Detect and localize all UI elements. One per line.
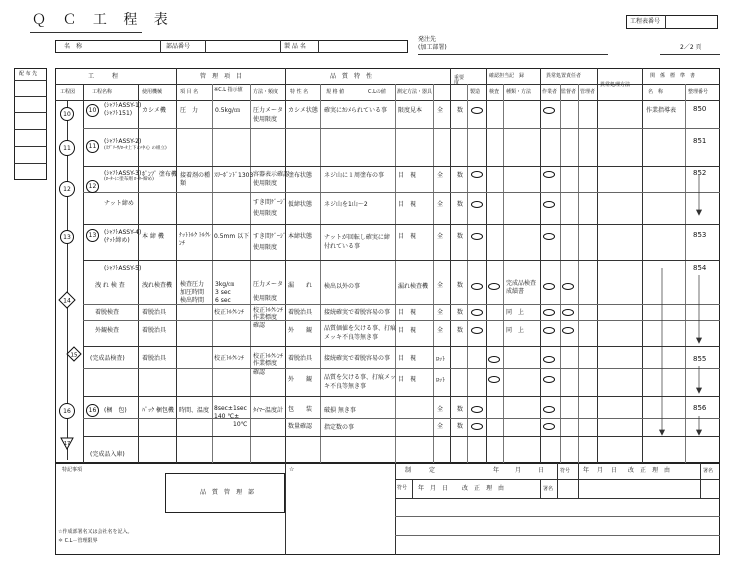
leak-cl2: 3 sec bbox=[215, 289, 231, 296]
step-circle-13: 13 bbox=[86, 229, 99, 242]
row15b-spec: 品質を欠ける事、打痕メッキ不良等無き事 bbox=[324, 374, 397, 390]
rev-reason-2: 改 正 理 由 bbox=[462, 485, 505, 492]
mark-oval bbox=[543, 376, 555, 383]
leak-char: 漏 れ bbox=[288, 282, 313, 289]
visual-name: 外観検査 bbox=[95, 327, 120, 334]
detach-spec: 接続確実で着脱容易の事 bbox=[324, 309, 391, 316]
hdr-cl-value2: C.Lの値 bbox=[368, 89, 386, 95]
row12b-freq2: 数 bbox=[457, 201, 464, 208]
svg-text:15: 15 bbox=[70, 352, 78, 359]
row16-name: (梱 包) bbox=[104, 407, 127, 414]
product-name-label: 製 品 名 bbox=[284, 43, 306, 50]
row10-freq: 全 bbox=[437, 107, 444, 114]
header-name-row bbox=[55, 40, 408, 53]
hdr-item-name: 項 目 名 bbox=[180, 89, 199, 95]
detach-machine: 着脱治具 bbox=[142, 309, 167, 316]
row12b-spec: ネジ山を1山～2 bbox=[324, 201, 368, 208]
mark-oval bbox=[543, 107, 555, 114]
row14-docno: 854 bbox=[693, 264, 707, 272]
row10-freq2: 数 bbox=[457, 107, 464, 114]
client-dept-label: (加工部署) bbox=[418, 44, 447, 51]
row15-machine: 着脱治具 bbox=[142, 355, 167, 362]
hdr-method-freq: 方法・頻度 bbox=[253, 89, 279, 95]
hdr-process-group: 工 程 bbox=[88, 73, 119, 80]
row10-char: カシメ状態 bbox=[288, 107, 318, 114]
visual-method2: 確認 bbox=[253, 322, 266, 329]
row15b-char: 外 観 bbox=[288, 376, 313, 383]
leak-item: 検査圧力 bbox=[180, 281, 205, 288]
page-number: 2／2 頁 bbox=[680, 44, 702, 51]
leak-item3: 検出時間 bbox=[180, 297, 205, 304]
mark-oval bbox=[471, 201, 483, 208]
distribution-label: 配 布 先 bbox=[19, 71, 38, 77]
row10-docno: 850 bbox=[693, 105, 707, 113]
step-circle-12: 12 bbox=[86, 180, 99, 193]
rev-day2: 日 bbox=[611, 467, 618, 474]
mark-oval bbox=[562, 283, 574, 290]
row15-name: (完成品検査) bbox=[90, 355, 125, 362]
row16-machine: ﾊﾟｯｸ 梱包機 bbox=[142, 407, 174, 414]
row15-measure: 目 視 bbox=[398, 355, 417, 362]
footnote-1: ☆作成部署名又は会社名を記入。 bbox=[58, 529, 133, 535]
leak-cl: 3kg/㎝ bbox=[215, 281, 235, 288]
row15-spec: 接続確実で着脱容易の事 bbox=[324, 355, 391, 362]
step-circle-16: 16 bbox=[86, 404, 99, 417]
leak-machine: 洩れ検査機 bbox=[142, 282, 173, 289]
row15-freq: ﾛｯﾄ bbox=[436, 356, 446, 363]
rev-reason: 改 正 理 由 bbox=[628, 467, 671, 474]
rev-year: 年 bbox=[493, 467, 500, 474]
row16-cl3: 10℃ bbox=[233, 421, 248, 428]
row16-method: ﾀｲﾏｰ温度計 bbox=[253, 407, 284, 414]
rev-symbol: 符号 bbox=[560, 468, 571, 474]
leak-item2: 加圧時間 bbox=[180, 289, 205, 296]
row11-name2: (ｽﾌﾟﾘｰｻ/ﾛｰﾀ上下の中心 の組立) bbox=[104, 146, 167, 151]
row10-name2: (ｼｬﾌﾄ151) bbox=[104, 110, 133, 117]
rev-symbol-2: 符号 bbox=[397, 485, 408, 491]
mark-oval bbox=[543, 356, 555, 363]
hdr-abnormal-method: 異常処理方法 bbox=[600, 82, 631, 88]
hdr-manager: 管理者 bbox=[580, 89, 596, 95]
visual-freq: 全 bbox=[437, 327, 444, 334]
mark-oval bbox=[471, 327, 483, 334]
row13-cl: 0.5mm 以下 bbox=[214, 233, 250, 240]
rev-day: 日 bbox=[538, 467, 545, 474]
step-circle-10: 10 bbox=[86, 104, 99, 117]
row16-docno: 856 bbox=[693, 404, 707, 412]
hdr-process-chart: 工程図 bbox=[60, 89, 76, 95]
leak-freq2: 数 bbox=[457, 282, 464, 289]
process-symbol-11: 11 bbox=[59, 140, 75, 156]
row10-item: 圧 力 bbox=[180, 107, 199, 114]
row13-spec: ナットが回転し確実に締付れている事 bbox=[324, 234, 390, 250]
hdr-confirm-group: 確認担当 bbox=[489, 73, 510, 79]
leak-method2: 使用限度 bbox=[253, 295, 278, 302]
mark-oval bbox=[471, 309, 483, 316]
special-notes-label: 特記事項 bbox=[62, 467, 83, 473]
row12b-measure: 目 視 bbox=[398, 201, 417, 208]
rev-year2: 年 bbox=[583, 467, 590, 474]
row15-method2: 作業標度 bbox=[253, 360, 278, 367]
row16b-freq2: 数 bbox=[457, 423, 464, 430]
row10-doc: 作業指導表 bbox=[646, 107, 677, 114]
mark-oval bbox=[543, 283, 555, 290]
row10-cl: 0.5kg/㎝ bbox=[215, 107, 240, 114]
mark-oval bbox=[471, 107, 483, 114]
visual-freq2: 数 bbox=[457, 327, 464, 334]
rev-signature: 署名 bbox=[703, 468, 714, 474]
rev-signature-2: 署名 bbox=[543, 486, 554, 492]
row15-char: 着脱治具 bbox=[288, 355, 313, 362]
row13-freq: 全 bbox=[437, 233, 444, 240]
hdr-process-name: 工程名称 bbox=[92, 89, 113, 95]
row12-method2: 使用限度 bbox=[253, 180, 278, 187]
row15b-measure: 目 視 bbox=[398, 376, 417, 383]
row16-freq: 全 bbox=[437, 406, 444, 413]
continuation-arrows bbox=[600, 100, 720, 445]
row12-char: 塗布状態 bbox=[288, 172, 313, 179]
leak-measure: 漏れ検査機 bbox=[398, 283, 429, 290]
rev-year-3: 年 bbox=[418, 485, 425, 492]
row16-item: 時間、温度 bbox=[179, 407, 210, 414]
star-mark: ☆ bbox=[289, 466, 295, 473]
row16-char: 包 装 bbox=[288, 406, 313, 413]
row16-freq2: 数 bbox=[457, 406, 464, 413]
row13-item: ﾅｯﾄﾄﾙｸ ﾄﾙｸﾚﾝﾁ bbox=[179, 232, 211, 248]
hdr-inspection: 検査 bbox=[489, 89, 500, 95]
leak-cl3: 6 sec bbox=[215, 297, 231, 304]
sheet-number-label: 工程表番号 bbox=[630, 18, 661, 25]
detach-item: 校正ﾄﾙｸﾚﾝﾁ bbox=[214, 309, 245, 316]
row10-method2: 使用限度 bbox=[253, 116, 278, 123]
row10-measure: 限度見本 bbox=[398, 107, 423, 114]
detach-method2: 作業標度 bbox=[253, 314, 278, 321]
visual-machine: 着脱治具 bbox=[142, 327, 167, 334]
row12b-method: すき間ｹﾞｰｼﾞ bbox=[253, 199, 287, 206]
row14-name: (ｼｬﾌﾄASSY-5) bbox=[104, 265, 142, 272]
row13-measure: 目 視 bbox=[398, 233, 417, 240]
mark-oval bbox=[488, 283, 500, 290]
row10-spec: 確実にｶｼﾒられている事 bbox=[324, 107, 388, 114]
part-number-label: 部品番号 bbox=[166, 43, 191, 50]
hdr-doc-name: 名 称 bbox=[648, 89, 664, 95]
hdr-supervisor: 監督者 bbox=[561, 89, 577, 95]
hdr-doc-no: 整理番号 bbox=[688, 89, 709, 95]
row12-name: (ｼｬﾌﾄASSY-3) bbox=[104, 170, 142, 177]
hdr-abnormal-group: 異常処置責任者 bbox=[546, 73, 582, 79]
mark-oval bbox=[562, 327, 574, 334]
row15b-method2: 確認 bbox=[253, 369, 266, 376]
row12-measure: 目 視 bbox=[398, 172, 417, 179]
leak-kind2: 成績書 bbox=[506, 288, 525, 295]
step-circle-11: 11 bbox=[86, 140, 99, 153]
hdr-machine: 使用機械 bbox=[142, 89, 163, 95]
row12-docno: 852 bbox=[693, 169, 707, 177]
footnote-2: ＊ C.L－管理限界 bbox=[58, 538, 98, 544]
hdr-record-group: 記 録 bbox=[509, 73, 525, 79]
visual-kind: 同 上 bbox=[506, 327, 525, 334]
rev-month: 月 bbox=[515, 467, 522, 474]
process-symbol-13: 13 bbox=[60, 230, 74, 244]
row12-item: 接着剤の種類 bbox=[180, 172, 211, 187]
detach-freq: 全 bbox=[437, 309, 444, 316]
svg-text:14: 14 bbox=[63, 297, 71, 305]
row12b-name: ナット締め bbox=[104, 200, 134, 207]
visual-spec: 品質価値を欠ける事、打痕メッキ不良等無き事 bbox=[324, 325, 397, 341]
hdr-self: 製造 bbox=[470, 89, 481, 95]
detach-char: 着脱治具 bbox=[288, 309, 313, 316]
hdr-quality-group: 品 質 特 性 bbox=[330, 73, 373, 80]
visual-char: 外 観 bbox=[288, 327, 313, 334]
mark-oval bbox=[488, 356, 500, 363]
row12-freq2: 数 bbox=[457, 172, 464, 179]
row12-machine: ﾎﾟﾝﾌﾟ 塗布機 bbox=[142, 171, 177, 178]
row13-method2: 使用限度 bbox=[253, 244, 278, 251]
visual-measure: 目 視 bbox=[398, 327, 417, 334]
hdr-measure: 測定方法・器具 bbox=[397, 89, 433, 95]
hdr-kind-method: 種類・方法 bbox=[506, 89, 532, 95]
row15-item: 校正ﾄﾙｸﾚﾝﾁ bbox=[214, 355, 245, 362]
row17-name: (完成品入庫) bbox=[90, 451, 125, 458]
detach-method: 校正ﾄﾙｸﾚﾝﾁ bbox=[253, 307, 284, 314]
page-title: Ｑ Ｃ 工 程 表 bbox=[32, 12, 174, 28]
name-label: 名 称 bbox=[64, 43, 83, 50]
row15-method: 校正ﾄﾙｸﾚﾝﾁ bbox=[253, 353, 284, 360]
row12-freq: 全 bbox=[437, 172, 444, 179]
mark-oval bbox=[471, 423, 483, 430]
row10-name: (ｼｬﾌﾄASSY-1) bbox=[104, 102, 142, 109]
mark-oval bbox=[471, 171, 483, 178]
mark-oval bbox=[543, 201, 555, 208]
row16-spec: 破損 無き事 bbox=[324, 407, 356, 414]
mark-oval bbox=[543, 309, 555, 316]
row16-cl: 8sec±1sec bbox=[214, 405, 247, 412]
rev-month-3: 月 bbox=[430, 485, 437, 492]
row15-docno: 855 bbox=[693, 355, 707, 363]
mark-oval bbox=[543, 423, 555, 430]
svg-text:17: 17 bbox=[63, 441, 71, 447]
row15b-freq: ﾛｯﾄ bbox=[436, 377, 446, 384]
inspection-diamond-15 bbox=[66, 346, 82, 362]
row13-machine: 本 締 機 bbox=[142, 233, 164, 240]
row16b-spec: 指定数の事 bbox=[324, 424, 355, 431]
row13-char: 本締状態 bbox=[288, 233, 313, 240]
hdr-char-name: 特 性 名 bbox=[290, 89, 309, 95]
row11-name: (ｼｬﾌﾄASSY-2) bbox=[104, 138, 142, 145]
storage-triangle-17 bbox=[60, 437, 74, 450]
leak-method: 圧力メータ bbox=[253, 281, 284, 288]
hdr-mgmt-group: 管 理 項 目 bbox=[200, 73, 243, 80]
process-symbol-16: 16 bbox=[59, 403, 75, 419]
row12-cl: ｽﾘｰﾎﾞﾝﾄﾞ1303 bbox=[214, 172, 254, 179]
rev-day-3: 日 bbox=[442, 485, 449, 492]
revision-label: 制 定 bbox=[405, 467, 436, 474]
leak-spec: 検出以外の事 bbox=[324, 283, 361, 290]
mark-oval bbox=[488, 376, 500, 383]
mark-oval bbox=[543, 327, 555, 334]
detach-name: 着脱検査 bbox=[95, 309, 120, 316]
row16-cl2: 140 ℃± bbox=[214, 413, 240, 420]
row12b-freq: 全 bbox=[437, 201, 444, 208]
row11-docno: 851 bbox=[693, 137, 707, 145]
client-label: 発注先 bbox=[418, 36, 437, 43]
leak-kind: 完成品検査 bbox=[506, 280, 537, 287]
row13-name: (ｼｬﾌﾄASSY-4) bbox=[104, 229, 142, 236]
mark-oval bbox=[471, 406, 483, 413]
hdr-worker: 作業者 bbox=[542, 89, 558, 95]
detach-freq2: 数 bbox=[457, 309, 464, 316]
detach-kind: 同 上 bbox=[506, 309, 525, 316]
mark-oval bbox=[562, 309, 574, 316]
row10-method: 圧力メータ bbox=[253, 107, 284, 114]
leak-name: 洩 れ 検 査 bbox=[95, 282, 125, 289]
process-symbol-10: 10 bbox=[60, 107, 74, 121]
row12b-method2: 使用限度 bbox=[253, 210, 278, 217]
row13-freq2: 数 bbox=[457, 233, 464, 240]
hdr-related-docs: 関 係 標 準 書 bbox=[650, 73, 696, 79]
row13-name2: (ﾅｯﾄ締め) bbox=[104, 237, 130, 244]
row12-method: 容器表示確認 bbox=[253, 171, 290, 178]
row16b-char: 数量確認 bbox=[288, 423, 313, 430]
row16b-freq: 全 bbox=[437, 423, 444, 430]
rev-month2: 月 bbox=[597, 467, 604, 474]
mark-oval bbox=[471, 283, 483, 290]
hdr-importance: 重要度 bbox=[454, 75, 465, 86]
mark-oval bbox=[543, 406, 555, 413]
quality-mgmt-label: 品 質 管 理 部 bbox=[200, 489, 255, 496]
row12-spec: ネジ山に１周塗布の事 bbox=[324, 172, 385, 179]
row10-machine: カシメ機 bbox=[142, 107, 166, 114]
detach-measure: 目 視 bbox=[398, 309, 417, 316]
process-symbol-12: 12 bbox=[59, 181, 75, 197]
hdr-cl-value: ※C.L 指示値 bbox=[214, 87, 243, 93]
inspection-diamond-14 bbox=[58, 291, 76, 309]
mark-oval bbox=[471, 233, 483, 240]
footer-block bbox=[55, 463, 720, 555]
row13-method: すき間ｹﾞｰｼﾞ bbox=[253, 233, 287, 240]
mark-oval bbox=[543, 233, 555, 240]
leak-freq: 全 bbox=[437, 282, 444, 289]
mark-oval bbox=[543, 171, 555, 178]
hdr-spec-value: 規 格 値 bbox=[326, 89, 345, 95]
row13-docno: 853 bbox=[693, 231, 707, 239]
row12b-char: 仮締状態 bbox=[288, 201, 313, 208]
row12-name2: (ﾛｰﾀｰに塗布剤 ﾛｰﾀｰ締め) bbox=[104, 177, 154, 182]
